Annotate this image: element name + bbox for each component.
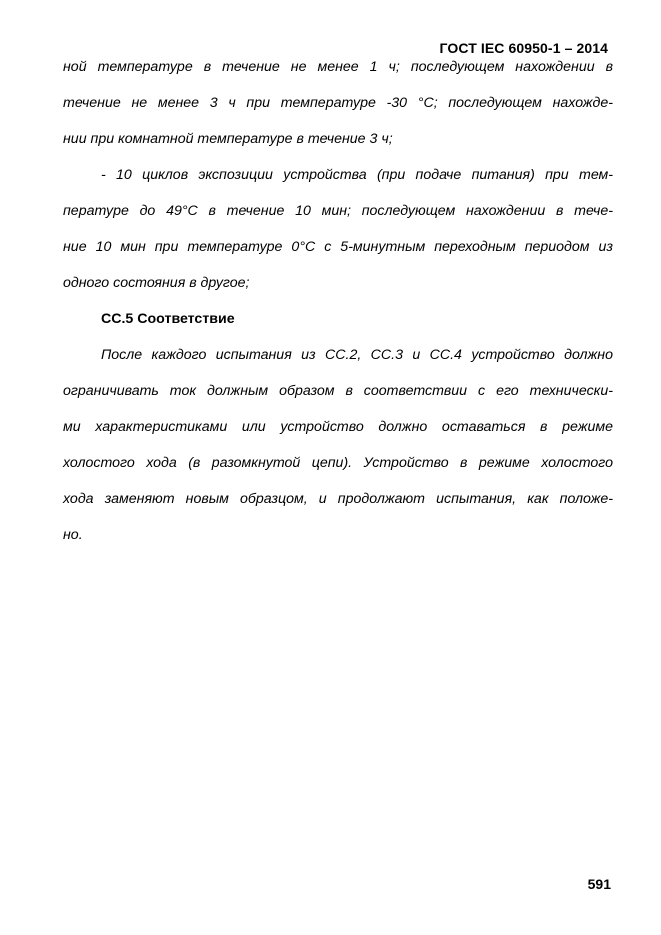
text-line: нии при комнатной температуре в течение 3 ч; xyxy=(63,131,393,147)
document-body xyxy=(63,55,613,559)
text-line: одного состояния в другое; xyxy=(63,275,250,291)
text-line: хода заменяют новым образцом, и продолжают испытания, как положе- xyxy=(63,491,613,507)
page-number: 591 xyxy=(587,876,611,892)
section-heading: СС.5 Соответствие xyxy=(101,311,235,327)
text-line: течение не менее 3 ч при температуре -30 °С; последующем нахожде- xyxy=(63,95,613,111)
text-line: пературе до 49°С в течение 10 мин; последующем нахождении в тече- xyxy=(63,203,613,219)
text-line: ми характеристиками или устройство должно оставаться в режиме xyxy=(63,419,613,435)
text-line: ние 10 мин при температуре 0°С с 5-минутным переходным периодом из xyxy=(63,239,613,255)
text-line: но. xyxy=(63,527,83,543)
text-line: ограничивать ток должным образом в соответствии с его технически- xyxy=(63,383,613,399)
text-line: - 10 циклов экспозиции устройства (при подаче питания) при тем- xyxy=(101,167,613,183)
text-line: После каждого испытания из СС.2, СС.3 и СС.4 устройство должно xyxy=(101,347,613,363)
document-header: ГОСТ IEC 60950-1 – 2014 xyxy=(439,40,608,56)
text-line: ной температуре в течение не менее 1 ч; последующем нахождении в xyxy=(63,59,613,75)
text-line: холостого хода (в разомкнутой цепи). Устройство в режиме холостого xyxy=(63,455,613,471)
